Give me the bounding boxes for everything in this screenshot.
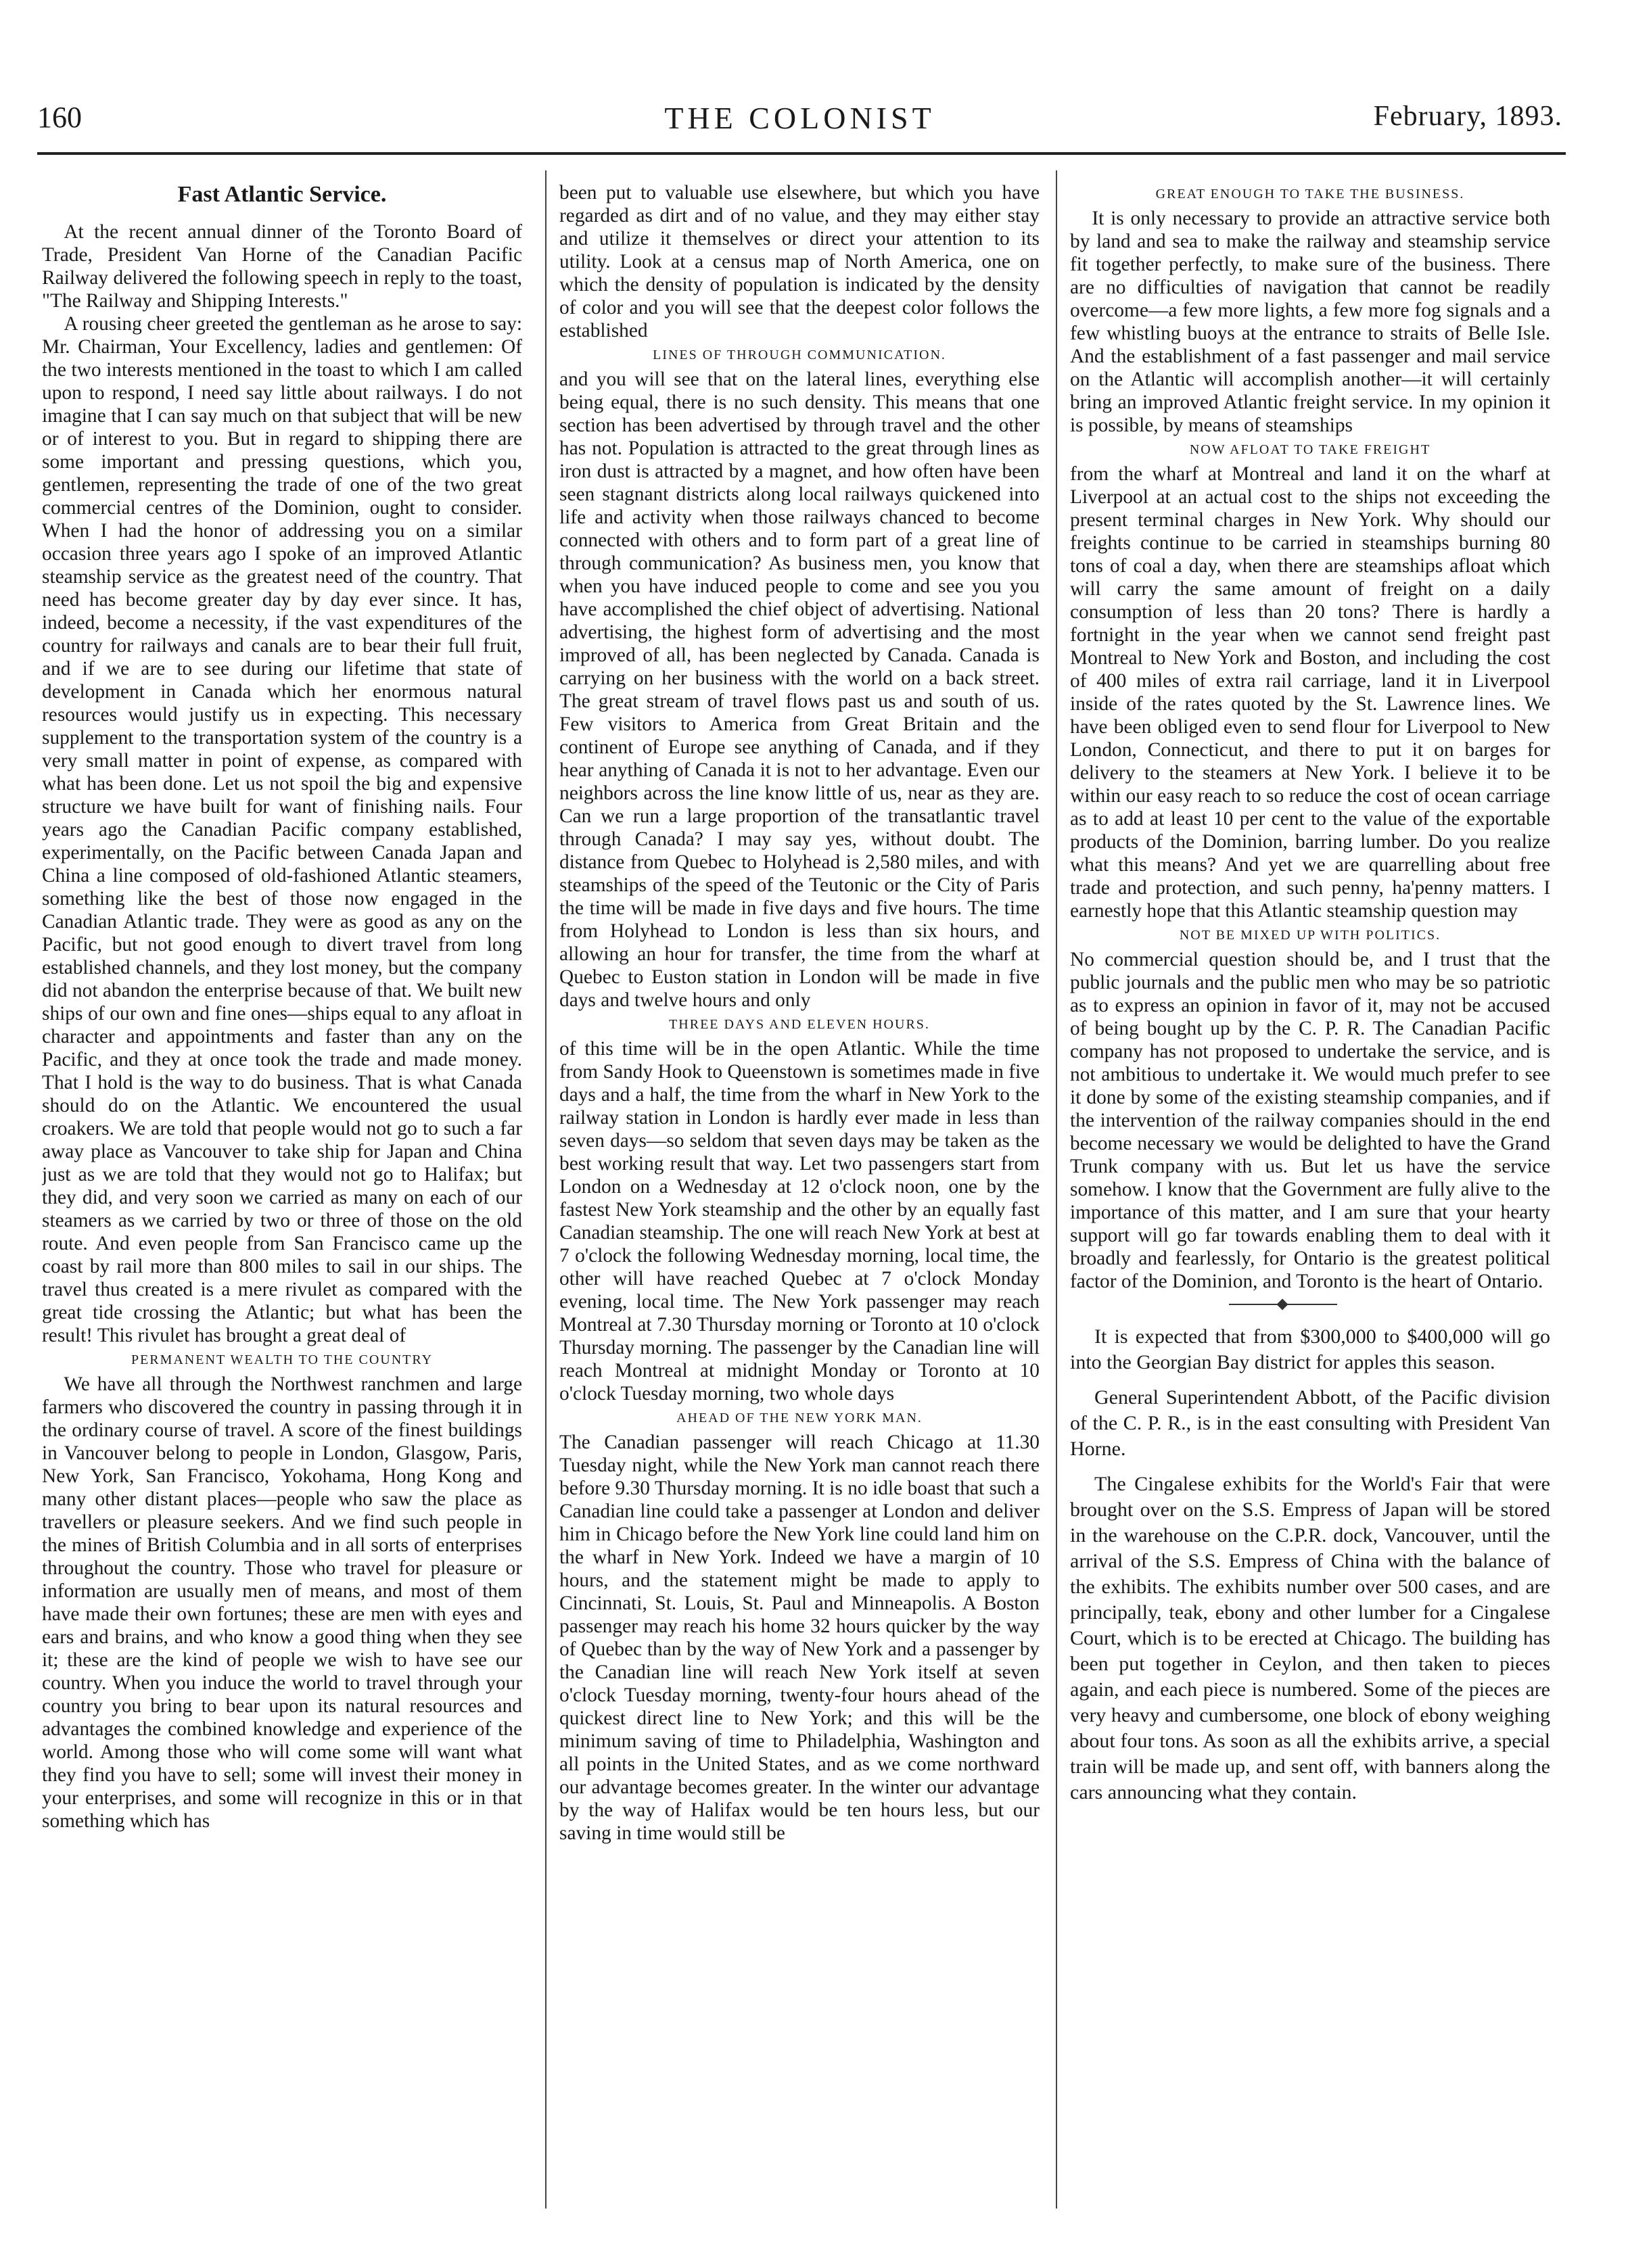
article-subheading: AHEAD OF THE NEW YORK MAN.	[676, 1411, 923, 1425]
article-paragraph: from the wharf at Montreal and land it on the wharf at Liverpool at an actual cost to the ships not exceeding the present terminal charges in New York. Why should our freights continue to be carried in steamships burning 80 tons of coal a day, when there are steamships afloat which will carry the same amount of freight on a daily consumption of less than 20 tons? There is hardly a fortnight in the year when we cannot send freight past Montreal to New York and Boston, and including the cost of 400 miles of extra rail carriage, land it in Liverpool inside of the rates quoted by the St. Lawrence lines. We have been obliged even to send flour for Liverpool to New London, Connecticut, and there to put it on barges for delivery to the steamers at New York. I believe it to be within our easy reach to so reduce the cost of ocean carriage as to add at least 10 per cent to the value of the exportable products of the Dominion, barring lumber. Do you realize what this means? And yet we are quarrelling about free trade and protection, and such penny, ha'penny matters. I earnestly hope that this Atlantic steamship question may	[1070, 463, 1550, 922]
news-item: The Cingalese exhibits for the World's Fair that were brought over on the S.S. Empress of Japan will be stored in the warehouse on the C.P.R. dock, Vancouver, until the arrival of the S.S. Empress of China with the balance of the exhibits. The exhibits number over 500 cases, and are principally, teak, ebony and other lumber for a Cingalese Court, which is to be erected at Chicago. The building has been put together in Ceylon, and then taken to pieces again, and each piece is numbered. Some of the pieces are very heavy and cumbersome, one block of ebony weighing about four tons. As soon as all the exhibits arrive, a special train will be made up, and sent off, with banners along the cars announcing what they contain.	[1070, 1473, 1550, 1803]
publication-title: THE COLONIST	[664, 101, 935, 135]
column-2	[559, 181, 1040, 2203]
column-divider	[545, 170, 546, 2208]
page-number: 160	[37, 101, 82, 134]
news-item: General Superintendent Abbott, of the Pacific division of the C. P. R., is in the east consulting with President Van Horne.	[1070, 1386, 1550, 1460]
section-separator	[1070, 1296, 1550, 1315]
article-paragraph: No commercial question should be, and I trust that the public journals and the public men who may be so patriotic as to express an opinion in favor of it, may not be accused of being bought up by the C. P. R. The Canadian Pacific company has not proposed to undertake the service, and is not ambitious to undertake it. We would much prefer to see it done by some of the existing steamship companies, and if the intervention of the railway companies should in the end become necessary we would be delighted to have the Grand Trunk company with us. But let us have the service somehow. I know that the Government are fully alive to the importance of this matter, and I am sure that your hearty support will go far towards enabling them to deal with it broadly and fearlessly, for Ontario is the greatest political factor of the Dominion, and Toronto is the heart of Ontario.	[1070, 949, 1550, 1292]
column-3	[1070, 181, 1550, 2203]
article-paragraph: It is only necessary to provide an attractive service both by land and sea to make the railway and steamship service fit together perfectly, to make sure of the business. There are no difficulties of navigation that cannot be readily overcome—a few more lights, a few more fog signals and a few whistling buoys at the entrance to straits of Belle Isle. And the establishment of a fast passenger and mail service on the Atlantic will accomplish another—it will certainly bring an improved Atlantic freight service. In my opinion it is possible, by means of steamships	[1070, 208, 1550, 436]
page-header	[37, 100, 1562, 147]
column-1	[42, 181, 522, 2203]
article-paragraph: A rousing cheer greeted the gentleman as he arose to say: Mr. Chairman, Your Excellency, ladies and gentlemen: Of the two interests mentioned in the toast to which I am called upon to respond, I need say little about railways. I do not imagine that I can say much on that subject that will be new or of interest to you. But in regard to shipping there are some important and pressing questions, which you, gentlemen, representing the trade of one of the two great commercial centres of the Dominion, ought to consider. When I had the honor of addressing you on a similar occasion three years ago I spoke of an improved Atlantic steamship service as the greatest need of the country. That need has become greater day by day ever since. It has, indeed, become a necessity, if the vast expenditures of the country for railways and canals are to bear their full fruit, and if we are to see during our lifetime that state of development in Canada which her enormous natural resources would justify us in expecting. This necessary supplement to the transportation system of the country is a very small matter in point of expense, as compared with what has been done. Let us not spoil the big and expensive structure we have built for want of finishing nails. Four years ago the Canadian Pacific company established, experimentally, on the Pacific between Canada Japan and China a line composed of old-fashioned Atlantic steamers, something like the best of those now engaged in the Canadian Atlantic trade. They were as good as any on the Pacific, but not good enough to divert travel from long established channels, and they lost money, but the company did not abandon the enterprise because of that. We built new ships of our own and fine ones—ships equal to any afloat in character and appointments and faster than any on the Pacific, and they at once took the trade and made money. That I hold is the way to do business. That is what Canada should do on the Atlantic. We encountered the usual croakers. We are told that people would not go to such a far away place as Vancouver to take ship for Japan and China just as we are told that they would not go to Halifax; but they did, and very soon we carried as many on each of our steamers as we carried by two or three of those on the old route. And even people from San Francisco came up the coast by rail more than 800 miles to sail in our ships. The travel thus created is a mere rivulet as compared with the great tide crossing the Atlantic; but what has been the result! This rivulet has brought a great deal of	[42, 313, 522, 1346]
article-subheading: NOW AFLOAT TO TAKE FREIGHT	[1189, 442, 1431, 457]
news-items	[1070, 1324, 1550, 1805]
column-divider	[1056, 170, 1057, 2208]
header-rule	[37, 152, 1566, 155]
news-item: It is expected that from $300,000 to $400,000 will go into the Georgian Bay district for apples this season.	[1070, 1325, 1550, 1373]
article-subheading: LINES OF THROUGH COMMUNICATION.	[653, 348, 946, 362]
article-subheading: NOT BE MIXED UP WITH POLITICS.	[1179, 928, 1441, 943]
article-subheading: PERMANENT WEALTH TO THE COUNTRY	[131, 1352, 434, 1367]
article-subheading: THREE DAYS AND ELEVEN HOURS.	[669, 1017, 930, 1032]
article-paragraph: We have all through the Northwest ranchmen and large farmers who discovered the country in passing through it in the ordinary course of travel. A score of the finest buildings in Vancouver belong to people in London, Glasgow, Paris, New York, San Francisco, Yokohama, Hong Kong and many other distant places—people who saw the place as travellers or pleasure seekers. And we find such people in the mines of British Columbia and in all sorts of enterprises throughout the country. Those who travel for pleasure or information are usually men of means, and most of them have made their own fortunes; these are men with eyes and ears and brains, and who know a good thing when they see it; these are the kind of people we wish to have see our country. When you induce the world to travel through your country you bring to bear upon its natural resources and advantages the combined knowledge and experience of the world. Among those who will come some will want what they find you have to sell; some will invest their money in your enterprises, and some will recognize in this or in that something which has	[42, 1373, 522, 1832]
article-paragraph: The Canadian passenger will reach Chicago at 11.30 Tuesday night, while the New York man cannot reach there before 9.30 Thursday morning. It is no idle boast that such a Canadian line could take a passenger at London and deliver him in Chicago before the New York line could land him on the wharf in New York. Indeed we have a margin of 10 hours, and the statement might be made to apply to Cincinnati, St. Louis, St. Paul and Minneapolis. A Boston passenger may reach his home 32 hours quicker by the way of Quebec than by the way of New York and a passenger by the Canadian line will reach New York itself at seven o'clock Tuesday morning, twenty-four hours ahead of the quickest direct line to New York; and this will be the minimum saving of time to Philadelphia, Washington and all points in the United States, and as we come northward our advantage becomes greater. In the winter our advantage by the way of Halifax would be ten hours less, but our saving in time would still be	[559, 1432, 1040, 1844]
issue-date: February, 1893.	[1373, 101, 1562, 132]
article-title: Fast Atlantic Service.	[177, 182, 387, 207]
article-paragraph: and you will see that on the lateral lines, everything else being equal, there is no such density. This means that one section has been advertised by through travel and the other has not. Population is attracted to the great through lines as iron dust is attracted by a magnet, and how often have been seen stagnant districts along local railways quickened into life and activity when those railways chanced to become connected with others and to form part of a great line of through communication? As business men, you know that when you have induced people to come and see you you have accomplished the chief object of advertising. National advertising, the highest form of advertising and the most improved of all, has been neglected by Canada. Canada is carrying on her business with the world on a back street. The great stream of travel flows past us and south of us. Few visitors to America from Great Britain and the continent of Europe see anything of Canada, and if they hear anything of Canada it is not to her advantage. Even our neighbors across the line know little of us, near as they are. Can we run a large proportion of the transatlantic travel through Canada? I may say yes, without doubt. The distance from Quebec to Holyhead is 2,580 miles, and with steamships of the speed of the Teutonic or the City of Paris the time will be made in five days and five hours. The time from Holyhead to London is less than six hours, and allowing an hour for transfer, the time from the wharf at Quebec to Euston station in London will be made in five days and twelve hours and only	[559, 369, 1040, 1011]
article-paragraph: of this time will be in the open Atlantic. While the time from Sandy Hook to Queenstown is sometimes made in five days and a half, the time from the wharf in New York to the railway station in London is hardly ever made in less than seven days—so seldom that seven days may be taken as the best working result that way. Let two passengers start from London on a Wednesday at 12 o'clock noon, one by the fastest New York steamship and the other by an equally fast Canadian steamship. The one will reach New York at best at 7 o'clock the following Wednesday morning, local time, the other will have reached Quebec at 7 o'clock Monday evening, local time. The New York passenger may reach Montreal at 7.30 Thursday morning or Toronto at 10 o'clock Thursday morning. The passenger by the Canadian line will reach Montreal at midnight Monday or Toronto at 10 o'clock Tuesday morning, two whole days	[559, 1038, 1040, 1404]
article-paragraph: been put to valuable use elsewhere, but which you have regarded as dirt and of no value, and they may either stay and utilize it themselves or direct your attention to its utility. Look at a census map of North America, one on which the density of population is indicated by the density of color and you will see that the deepest color follows the established	[559, 182, 1040, 341]
article-paragraph: At the recent annual dinner of the Toronto Board of Trade, President Van Horne of the Canadian Pacific Railway delivered the following speech in reply to the toast, "The Railway and Shipping Interests."	[42, 221, 522, 312]
article-subheading: GREAT ENOUGH TO TAKE THE BUSINESS.	[1155, 187, 1465, 202]
